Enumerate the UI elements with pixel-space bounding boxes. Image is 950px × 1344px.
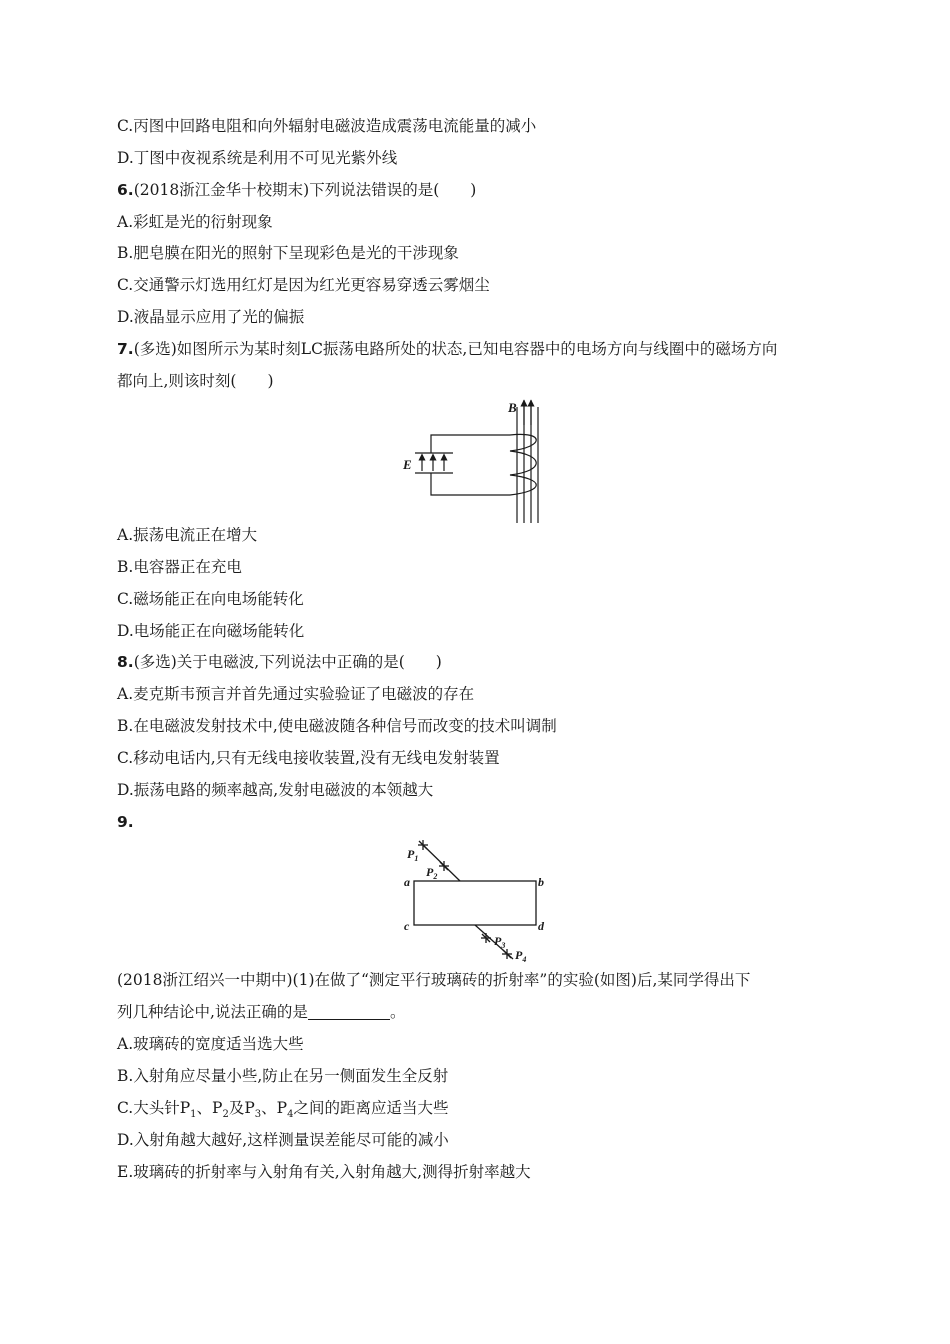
q8-number: 8. xyxy=(117,653,134,671)
label-e: E xyxy=(403,457,412,472)
circuit-wire-bottom xyxy=(431,473,510,495)
q6-number: 6. xyxy=(117,181,134,199)
q9-option-a: A.玻璃砖的宽度适当选大些 xyxy=(117,1035,304,1053)
glass-brick-figure xyxy=(398,835,558,967)
label-a: a xyxy=(404,875,410,889)
label-c: c xyxy=(404,919,410,933)
label-d: d xyxy=(538,919,544,933)
label-b-corner: b xyxy=(538,875,544,889)
q9-option-c: C.大头针$P_1$、$P_2$及$P_3$、$P_4$之间的距离应适当大些 xyxy=(117,1099,449,1121)
q6-option-b: B.肥皂膜在阳光的照射下呈现彩色是光的干涉现象 xyxy=(117,244,459,262)
circuit-wire-top xyxy=(431,435,510,453)
q9-stem-line2: 列几种结论中,说法正确的是 。 xyxy=(117,1003,406,1021)
q8-stem-line xyxy=(117,652,442,672)
q8-stem: (多选)关于电磁波,下列说法中正确的是( ) xyxy=(133,653,442,671)
q7-number: 7. xyxy=(117,340,134,358)
label-p2: $P_2$ xyxy=(426,865,438,881)
q9-number: 9. xyxy=(117,813,134,831)
q8-option-c: C.移动电话内,只有无线电接收装置,没有无线电发射装置 xyxy=(117,749,500,767)
q8-option-b: B.在电磁波发射技术中,使电磁波随各种信号而改变的技术叫调制 xyxy=(117,717,557,735)
q9-option-d: D.入射角越大越好,这样测量误差能尽可能的减小 xyxy=(117,1131,449,1149)
label-b: B xyxy=(508,400,517,415)
pin-p3 xyxy=(481,933,491,943)
q5-option-c: C.丙图中回路电阻和向外辐射电磁波造成震荡电流能量的减小 xyxy=(117,117,537,135)
q9-option-e: E.玻璃砖的折射率与入射角有关,入射角越大,测得折射率越大 xyxy=(117,1163,531,1181)
pin-p4 xyxy=(502,949,512,959)
glass-brick xyxy=(414,881,536,925)
pin-p2 xyxy=(439,861,449,871)
pin-p1 xyxy=(418,840,428,850)
label-p3: $P_3$ xyxy=(494,934,506,950)
answer-blank[interactable] xyxy=(308,1003,390,1020)
q7-option-c: C.磁场能正在向电场能转化 xyxy=(117,590,304,608)
q6-option-a: A.彩虹是光的衍射现象 xyxy=(117,213,273,231)
label-p4: $P_4$ xyxy=(515,948,527,964)
coil xyxy=(510,434,536,495)
q7-stem-1: (多选)如图所示为某时刻LC振荡电路所处的状态,已知电容器中的电场方向与线圈中的磁场方向 xyxy=(133,340,778,358)
q7-option-b: B.电容器正在充电 xyxy=(117,558,242,576)
q6-option-c: C.交通警示灯选用红灯是因为红光更容易穿透云雾烟尘 xyxy=(117,276,490,294)
q7-option-d: D.电场能正在向磁场能转化 xyxy=(117,622,305,640)
label-p1: $P_1$ xyxy=(407,847,419,863)
q6-option-d: D.液晶显示应用了光的偏振 xyxy=(117,308,305,326)
q6-stem-line xyxy=(117,180,476,200)
q9-number-line xyxy=(117,812,134,832)
q7-stem-line2: 都向上,则该时刻( ) xyxy=(117,372,274,390)
q5-option-d: D.丁图中夜视系统是利用不可见光紫外线 xyxy=(117,149,398,167)
q7-stem-line1 xyxy=(117,339,777,359)
q7-option-a: A.振荡电流正在增大 xyxy=(117,526,258,544)
q8-option-d: D.振荡电路的频率越高,发射电磁波的本领越大 xyxy=(117,781,434,799)
q9-option-b: B.入射角应尽量小些,防止在另一侧面发生全反射 xyxy=(117,1067,449,1085)
q6-stem: (2018浙江金华十校期末)下列说法错误的是( ) xyxy=(133,181,477,199)
lc-circuit-figure xyxy=(395,395,555,527)
q8-option-a: A.麦克斯韦预言并首先通过实验验证了电磁波的存在 xyxy=(117,685,475,703)
q9-stem-line1: (2018浙江绍兴一中期中)(1)在做了“测定平行玻璃砖的折射率”的实验(如图)后,某同学得出下 xyxy=(117,971,751,989)
